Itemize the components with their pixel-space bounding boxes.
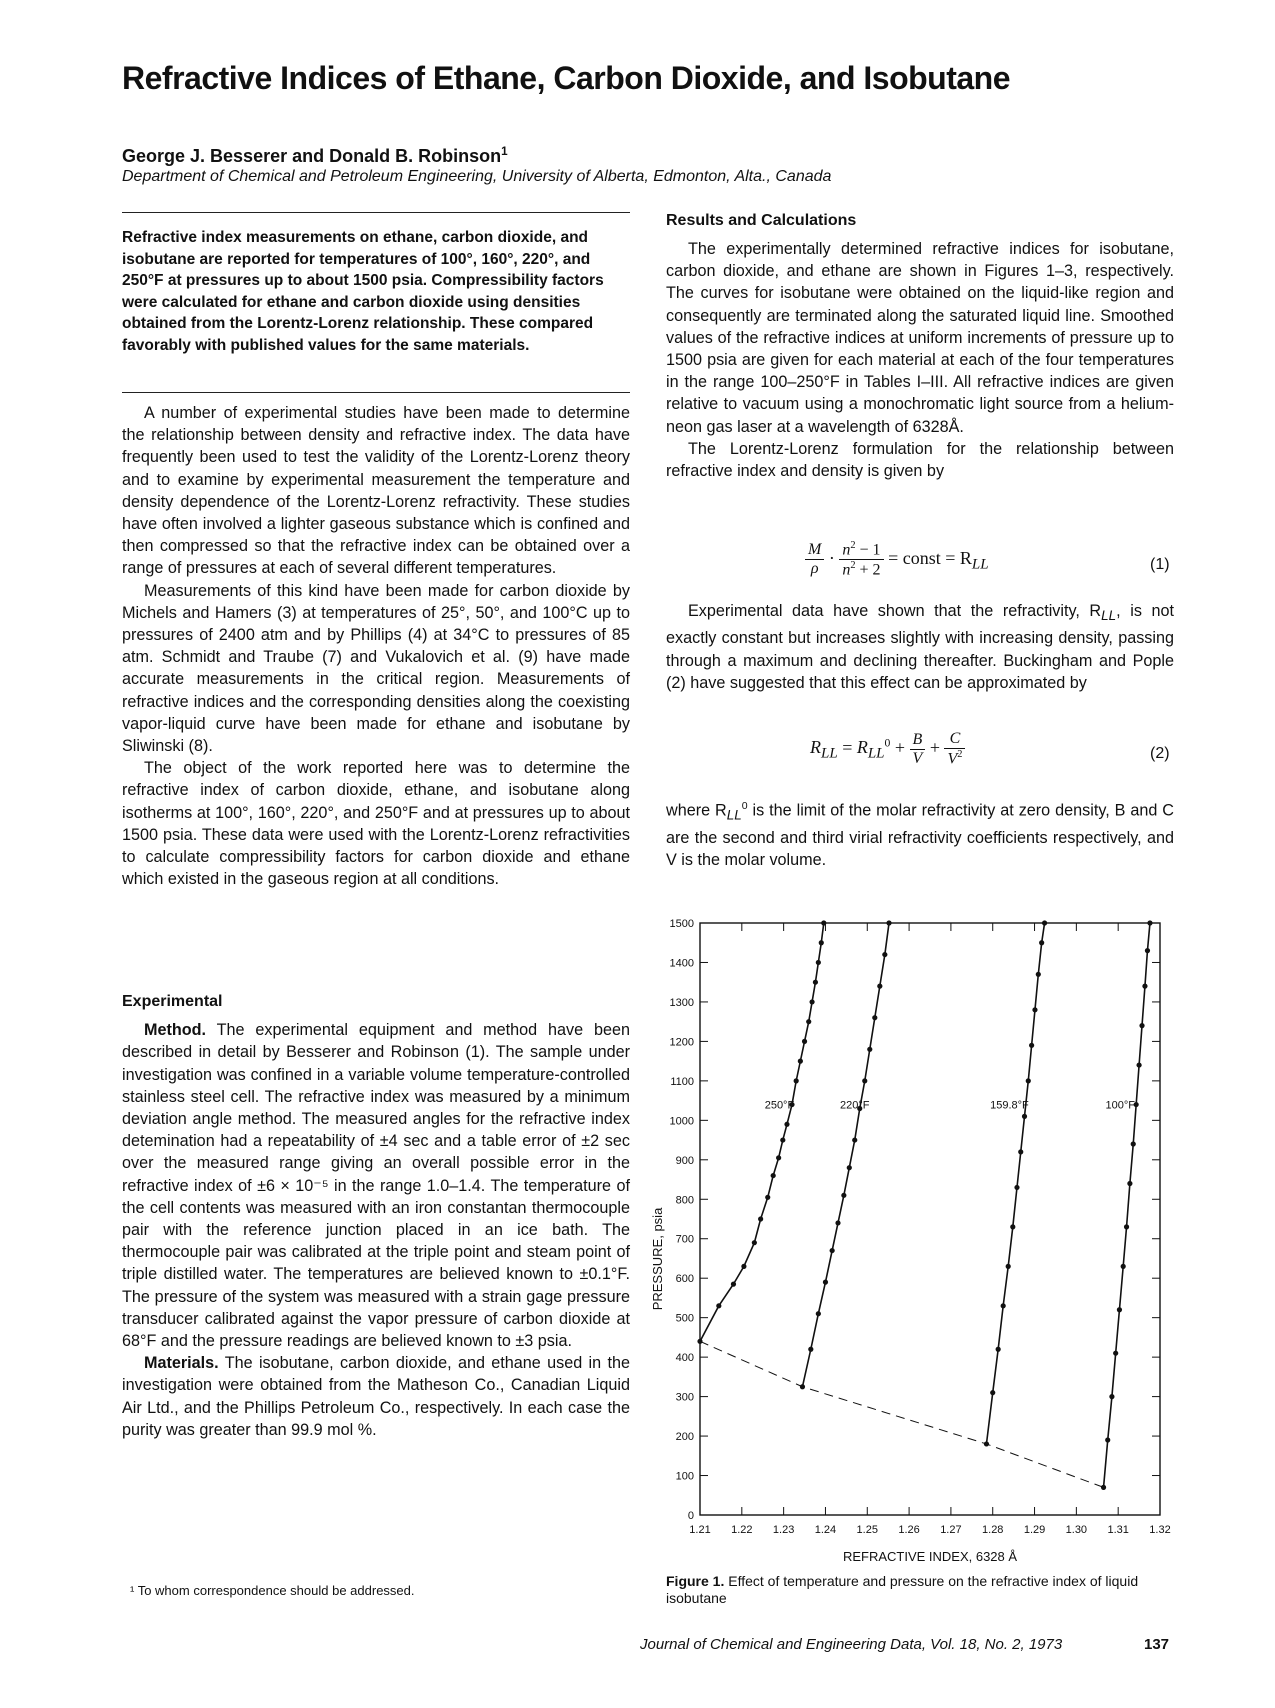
y-axis-label: PRESSURE, psia	[650, 1207, 665, 1311]
paper-title: Refractive Indices of Ethane, Carbon Dioxide, and Isobutane	[122, 60, 1011, 96]
results-paragraph-1: The experimentally determined refractive indices for isobutane, carbon dioxide, and ethane are shown in Figures 1–3, respectively. The curves for isobutane were obtained on the liquid-like region and consequently are terminated along the saturated liquid line. Smoothed values of the refractive indices at uniform increments of pressure up to 1500 psia are given for each material at each of the four temperatures in the range 100–250°F in Tables I–III. All refractive indices are given relative to vacuum using a monochromatic light source from a helium-neon gas laser at a wavelength of 6328Å.	[666, 240, 1174, 436]
x-tick-label: 1.24	[814, 1524, 837, 1536]
data-point	[780, 1137, 785, 1142]
x-tick-label: 1.22	[731, 1524, 753, 1536]
materials-label: Materials.	[144, 1354, 219, 1373]
data-point	[816, 1311, 821, 1316]
author-footnote-mark: 1	[501, 145, 508, 158]
page-number: 137	[1144, 1636, 1170, 1653]
data-point	[1109, 1394, 1114, 1399]
data-point	[1042, 920, 1047, 925]
data-point	[1136, 1062, 1141, 1067]
data-point	[800, 1384, 805, 1389]
data-point	[1142, 984, 1147, 989]
y-tick-label: 1300	[669, 996, 694, 1009]
data-point	[1001, 1303, 1006, 1308]
series-label: 159.8°F	[990, 1099, 1029, 1112]
isotherm-line-100F	[1104, 923, 1150, 1487]
data-point	[867, 1047, 872, 1052]
intro-paragraph-1: A number of experimental studies have been made to determine the relationship between density and refractive index. The data have frequently been used to test the validity of the Lorentz-Lorenz theory and to examine by experimental measurement the temperature and density dependence of the Lorentz-Lorenz refractivity. These studies have often involved a lighter gaseous substance which is confined and then compressed so that the refractive index can be obtained over a range of pressures at each of several different temperatures.	[122, 404, 630, 578]
data-point	[1036, 972, 1041, 977]
data-point	[872, 1015, 877, 1020]
series-label: 250°F	[764, 1099, 795, 1112]
y-tick-label: 400	[675, 1352, 694, 1365]
data-point	[731, 1282, 736, 1287]
y-tick-label: 1200	[669, 1036, 694, 1049]
data-point	[784, 1122, 789, 1127]
x-tick-label: 1.30	[1065, 1524, 1088, 1536]
x-tick-label: 1.28	[982, 1524, 1004, 1536]
equation-2-number: (2)	[1150, 745, 1170, 762]
isotherm-line-250F	[700, 923, 824, 1341]
data-point	[1124, 1224, 1129, 1229]
x-tick-label: 1.25	[856, 1524, 878, 1536]
eq2-frac-c: $\frac{C}{V^2}$	[944, 730, 965, 768]
x-tick-label: 1.32	[1149, 1524, 1171, 1536]
data-point	[877, 984, 882, 989]
eq1-rhs: = const = R	[888, 547, 972, 568]
y-tick-label: 900	[675, 1154, 694, 1167]
intro-paragraph-3: The object of the work reported here was to determine the refractive index of carbon dioxide, ethane, and isobutane along isotherms at 100°, 160°, 220°, and 250°F and at pressures up to about 1500 psia. These data were used with the Lorentz-Lorenz refractivities to calculate compressibility factors for carbon dioxide and ethane which existed in the gaseous region at all conditions.	[122, 759, 630, 889]
affiliation: Department of Chemical and Petroleum Engineering, University of Alberta, Edmonton, Alta., Canada	[122, 168, 832, 185]
data-point	[1117, 1307, 1122, 1312]
abstract: Refractive index measurements on ethane, carbon dioxide, and isobutane are reported for temperatures of 100°, 160°, 220°, and 250°F at pressures up to about 1500 psia. Compressibility factors were calculated for ethane and carbon dioxide using densities obtained from the Lorentz-Lorenz relationship. These compared favorably with published values for the same materials.	[122, 229, 604, 354]
y-tick-label: 1400	[669, 957, 694, 970]
data-point	[808, 1347, 813, 1352]
eq2-frac-b: $\frac{B}{V}$	[910, 731, 926, 768]
data-point	[794, 1078, 799, 1083]
x-tick-label: 1.21	[689, 1524, 711, 1536]
experimental-heading: Experimental	[122, 993, 223, 1010]
y-tick-label: 1100	[670, 1075, 694, 1088]
data-point	[1029, 1043, 1034, 1048]
results-paragraph-3-text: Experimental data have shown that the refractivity, $R_{LL}$, is not exactly constant but increases slightly with increasing density, passing through a maximum and declining thereafter. Buckingham and Pople (2) have suggested that this effect can be approximated by	[666, 602, 1175, 692]
data-point	[852, 1137, 857, 1142]
data-point	[1010, 1224, 1015, 1229]
saturated-liquid-line	[700, 1341, 1104, 1487]
method-text: The experimental equipment and method have been described in detail by Besserer and Robinson (1). The sample under investigation was confined in a variable volume temperature-controlled stainless steel cell. The refractive index was measured by a minimum deviation angle method. The measured angles for the refractive index detemination had a repeatability of ±4 sec and a table error of ±2 sec over the measured range giving an overall possible error in the refractive index of ±6 × 10⁻⁵ in the range 1.0–1.4. The temperature of the cell contents was measured with an iron constantan thermocouple pair with the reference junction placed in an ice bath. The thermocouple pair was calibrated at the triple point and steam point of triple distilled water. The temperatures are believed known to ±0.1°F. The pressure of the system was measured with a strain gage pressure transducer calibrated against the vapor pressure of carbon dioxide at 68°F and the pressure readings are believed known to ±3 psia.	[122, 1021, 630, 1351]
p3-start: Experimental data have shown that the refractivity, R	[688, 602, 1102, 620]
data-point	[841, 1193, 846, 1198]
figure-caption-text: Effect of temperature and pressure on the refractive index of liquid isobutane	[666, 1573, 1139, 1606]
series-label: 100°F	[1105, 1099, 1136, 1112]
y-tick-label: 0	[687, 1510, 694, 1522]
eq1-frac-m-rho: $\frac{M}{\rho}$	[805, 541, 824, 578]
y-tick-label: 1500	[669, 918, 694, 930]
data-point	[809, 999, 814, 1004]
p3-rest: , is not exactly constant but increases slightly with increasing density, passing through a maximum and declining thereafter. Buckingham and Pople (2) have suggested that this effect can be approximated by	[666, 602, 1175, 692]
p4-rest: is the limit of the molar refractivity at zero density, B and C are the second and third virial refractivity coefficients respectively, and V is the molar volume.	[666, 801, 1174, 870]
data-point	[752, 1240, 757, 1245]
data-point	[816, 960, 821, 965]
data-point	[798, 1059, 803, 1064]
materials-text: The isobutane, carbon dioxide, and ethane used in the investigation were obtained from the Matheson Co., Canadian Liquid Air Ltd., and the Phillips Petroleum Co., respectively. In each case the purity was greater than 99.9 mol %.	[122, 1354, 630, 1439]
y-tick-label: 800	[675, 1194, 694, 1207]
journal-footer: Journal of Chemical and Engineering Data, Vol. 18, No. 2, 1973	[640, 1636, 1063, 1653]
data-point	[1032, 1007, 1037, 1012]
equation-1: $\frac{M}{\rho}$ · $\frac{n^2 - 1}{n^2 + 2}$ = const = $R_{LL}$	[805, 540, 989, 580]
data-point	[771, 1173, 776, 1178]
results-paragraph-2: The Lorentz-Lorenz formulation for the relationship between refractive index and density is given by	[666, 439, 1174, 481]
data-point	[990, 1390, 995, 1395]
method-label: Method.	[144, 1021, 207, 1040]
data-point	[984, 1441, 989, 1446]
data-point	[1018, 1149, 1023, 1154]
y-tick-label: 200	[675, 1431, 694, 1444]
eq1-frac-n: $\frac{n^2 - 1}{n^2 + 2}$	[839, 540, 883, 580]
data-point	[1006, 1264, 1011, 1269]
results-paragraph-4-text: where $R_{LL}^0$ is the limit of the molar refractivity at zero density, B and C are the second and third virial refractivity coefficients respectively, and V is the molar volume.	[666, 800, 1174, 870]
data-point	[765, 1195, 770, 1200]
author-names: George J. Besserer and Donald B. Robinson	[122, 146, 502, 166]
data-point	[886, 920, 891, 925]
y-tick-label: 1000	[669, 1115, 694, 1128]
data-point	[697, 1339, 702, 1344]
y-tick-label: 100	[675, 1470, 694, 1483]
data-point	[823, 1280, 828, 1285]
data-point	[758, 1216, 763, 1221]
series-label: 220°F	[839, 1099, 870, 1112]
data-point	[819, 940, 824, 945]
y-tick-label: 300	[675, 1391, 694, 1404]
data-point	[1022, 1114, 1027, 1119]
data-point	[802, 1039, 807, 1044]
x-tick-label: 1.23	[772, 1524, 795, 1536]
data-point	[882, 952, 887, 957]
data-point	[1121, 1264, 1126, 1269]
data-point	[1147, 920, 1152, 925]
equation-2: $R_{LL} = R_{LL}^0$ + $\frac{B}{V}$ + $\frac{C}{V^2}$	[810, 730, 965, 768]
data-point	[1039, 940, 1044, 945]
x-tick-label: 1.26	[898, 1524, 920, 1536]
data-point	[716, 1303, 721, 1308]
isotherm-line-1598F	[986, 923, 1044, 1444]
y-tick-label: 700	[675, 1233, 694, 1246]
intro-paragraph-2: Measurements of this kind have been made for carbon dioxide by Michels and Hamers (3) at temperatures of 25°, 50°, and 100°C up to pressures of 2400 atm and by Phillips (4) at 34°C to pressures of 85 atm. Schmidt and Traube (7) and Vukalovich et al. (9) have made accurate measurements in the critical region. Measurements of refractive indices and the corresponding densities along the coexisting vapor-liquid curve have been made for ethane and isobutane by Sliwinski (8).	[122, 581, 630, 756]
results-heading: Results and Calculations	[666, 212, 857, 229]
data-point	[1026, 1078, 1031, 1083]
data-point	[830, 1248, 835, 1253]
data-point	[847, 1165, 852, 1170]
p4-start: where R	[666, 801, 727, 820]
footnote: ¹ To whom correspondence should be addressed.	[130, 1583, 415, 1598]
isotherm-line-220F	[802, 923, 889, 1387]
data-point	[1145, 948, 1150, 953]
data-point	[1131, 1141, 1136, 1146]
data-point	[776, 1155, 781, 1160]
figure-caption-label: Figure 1.	[666, 1573, 725, 1589]
data-point	[1139, 1023, 1144, 1028]
y-tick-label: 600	[675, 1273, 694, 1286]
data-point	[1101, 1485, 1106, 1490]
data-point	[821, 920, 826, 925]
data-point	[1105, 1437, 1110, 1442]
data-point	[1127, 1181, 1132, 1186]
data-point	[1113, 1351, 1118, 1356]
equation-1-number: (1)	[1150, 556, 1170, 573]
data-point	[862, 1078, 867, 1083]
x-axis-label: REFRACTIVE INDEX, 6328 Å	[842, 1549, 1018, 1564]
x-tick-label: 1.31	[1107, 1524, 1129, 1536]
y-tick-label: 500	[675, 1312, 694, 1325]
data-point	[806, 1019, 811, 1024]
x-tick-label: 1.29	[1023, 1524, 1046, 1536]
data-point	[835, 1220, 840, 1225]
x-tick-label: 1.27	[940, 1524, 962, 1536]
data-point	[996, 1347, 1001, 1352]
figure-caption	[666, 1573, 1174, 1607]
data-point	[813, 980, 818, 985]
data-point	[741, 1264, 746, 1269]
data-point	[1014, 1185, 1019, 1190]
